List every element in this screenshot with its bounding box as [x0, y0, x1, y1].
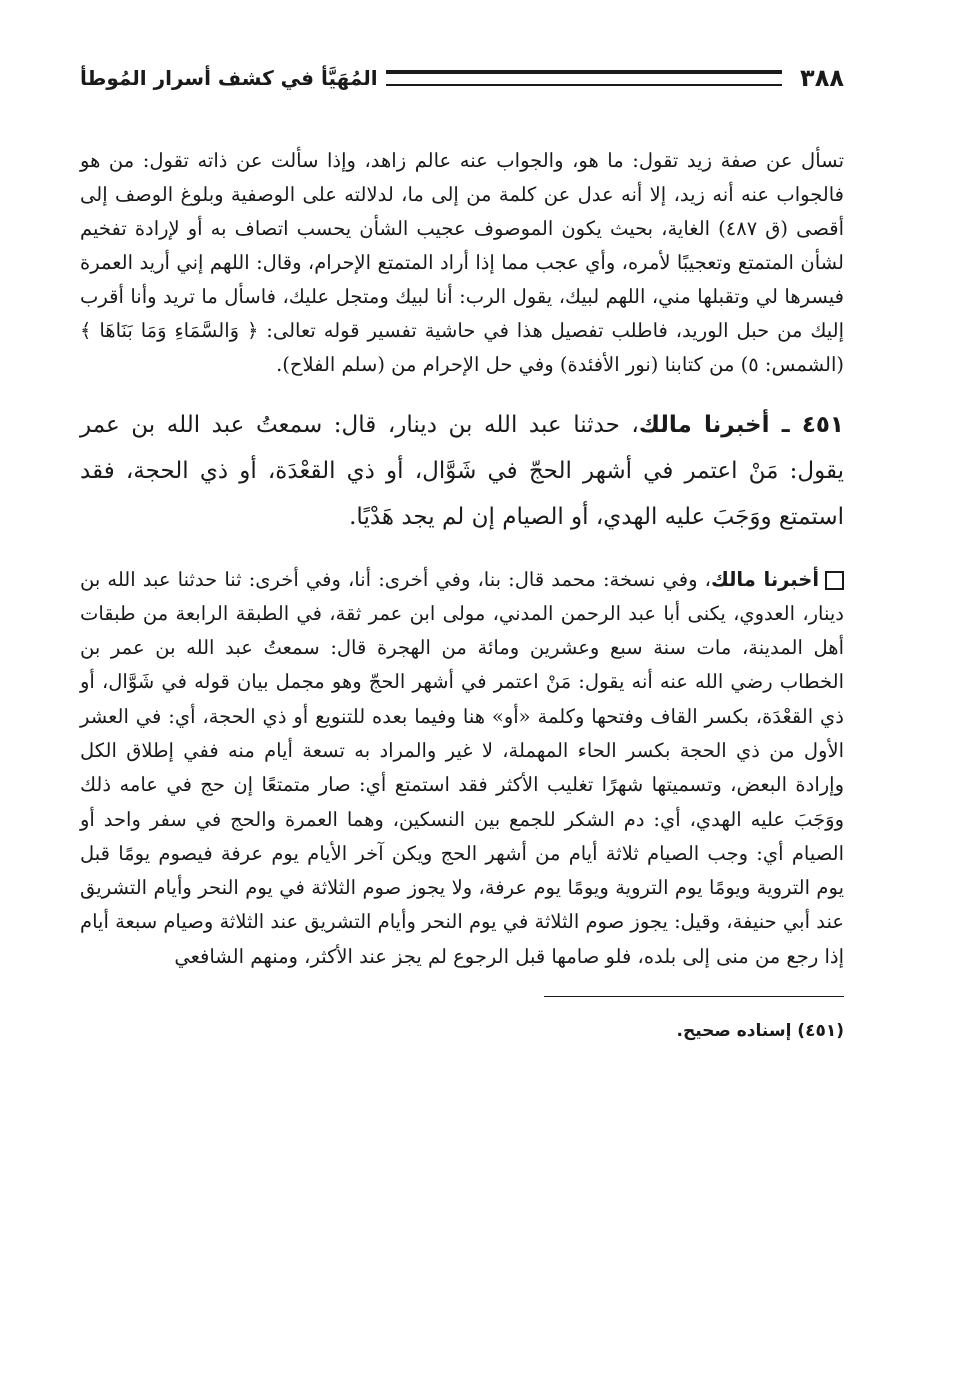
square-marker-icon — [825, 571, 844, 590]
footnote: (٤٥١) إسناده صحيح. — [676, 1021, 844, 1042]
running-header — [80, 58, 844, 98]
commentary-paragraph-top — [80, 144, 844, 382]
header-rule — [386, 70, 782, 86]
commentary-top-text: تسأل عن صفة زيد تقول: ما هو، والجواب عنه عالم زاهد، وإذا سألت عن ذاته تقول: من هو فالجواب عنه أنه زيد، إلا أنه عدل عن كلمة من إلى ما، لدلالته على الوصفية وبلوغ الوصف إلى أقصى (ق ٤٨٧) الغاية، بحيث يكون الموصوف عجيب الشأن يحسب اتصاف به أو لإرادة تفخيم لشأن المتمتع وتعجيبًا لأمره، وأي عجب مما إذا أراد المتمتع الإحرام، وقال: اللهم إني أريد العمرة فيسرها لي وتقبلها مني، اللهم لبيك، يقول الرب: أنا لبيك ومتجل عليك، فاسأل ما تريد وأنا أقرب إليك من حبل الوريد، فاطلب تفصيل هذا في حاشية تفسير قوله تعالى: ﴿ وَالسَّمَاءِ وَمَا بَنَاهَا ﴾ (الشمس: ٥) من كتابنا (نور الأفئدة) وفي حل الإحرام من (سلم الفلاح). — [80, 149, 844, 376]
commentary-lead: أخبرنا مالك — [710, 567, 819, 591]
book-page — [80, 58, 844, 1318]
commentary-main-text: ، وفي نسخة: محمد قال: بنا، وفي أخرى: أنا، وفي أخرى: ثنا حدثنا عبد الله بن دينار، العدوي، يكنى أبا عبد الرحمن المدني، مولى ابن عمر ثقة، في الطبقة الرابعة من طبقات أهل المدينة، مات سنة سبع وعشرين ومائة من الهجرة قال: سمعتُ عبد الله بن عمر بن الخطاب رضي الله عنه أنه يقول: مَنْ اعتمر في أشهر الحجّ وهو مجمل بيان قوله في شَوَّال، أو ذي القعْدَة، بكسر القاف وفتحها وكلمة «أو» هنا وفيما بعده للتنويع أو ذي الحجة، أي: في العشر الأول من ذي الحجة بكسر الحاء المهملة، لا غير والمراد به تسعة أيام منه ففي إطلاق الكل وإرادة البعض، وتسميتها شهرًا تغليب الأكثر فقد استمتع أي: صار متمتعًا إن حج في عامه ذلك ووَجَبَ عليه الهدي، أي: دم الشكر للجمع بين النسكين، وهما العمرة والحج في سفر واحد أو الصيام أي: وجب الصيام ثلاثة أيام من أشهر الحج ويكن آخر الأيام يوم عرفة فيصوم يومًا قبل يوم التروية ويومًا يوم التروية ويومًا يوم عرفة، ولا يجوز صوم الثلاثة في يوم النحر وأيام التشريق عند أبي حنيفة، وقيل: يجوز صوم الثلاثة في يوم النحر وأيام التشريق عند الثلاثة وصيام سبعة أيام إذا رجع من منى إلى بلده، فلو صامها قبل الرجوع لم يجز عند الأكثر، ومنهم الشافعي — [80, 567, 844, 968]
footnote-separator — [544, 996, 844, 997]
hadith-text: ، حدثنا عبد الله بن دينار، قال: سمعتُ عبد الله بن عمر يقول: مَنْ اعتمر في أشهر الحجّ في شَوَّال، أو ذي القعْدَة، أو ذي الحجة، فقد استمتع ووَجَبَ عليه الهدي، أو الصيام إن لم يجد هَدْيًا. — [80, 411, 844, 530]
hadith-number-dash: ـ — [769, 411, 802, 438]
hadith-paragraph — [80, 402, 844, 540]
book-title: المُهَيَّأ في كشف أسرار المُوطأ — [80, 66, 378, 90]
page-number: ٣٨٨ — [800, 64, 844, 92]
hadith-number: ٤٥١ — [801, 411, 844, 438]
commentary-paragraph-main — [80, 563, 844, 975]
hadith-lead: أخبرنا مالك — [638, 411, 770, 438]
